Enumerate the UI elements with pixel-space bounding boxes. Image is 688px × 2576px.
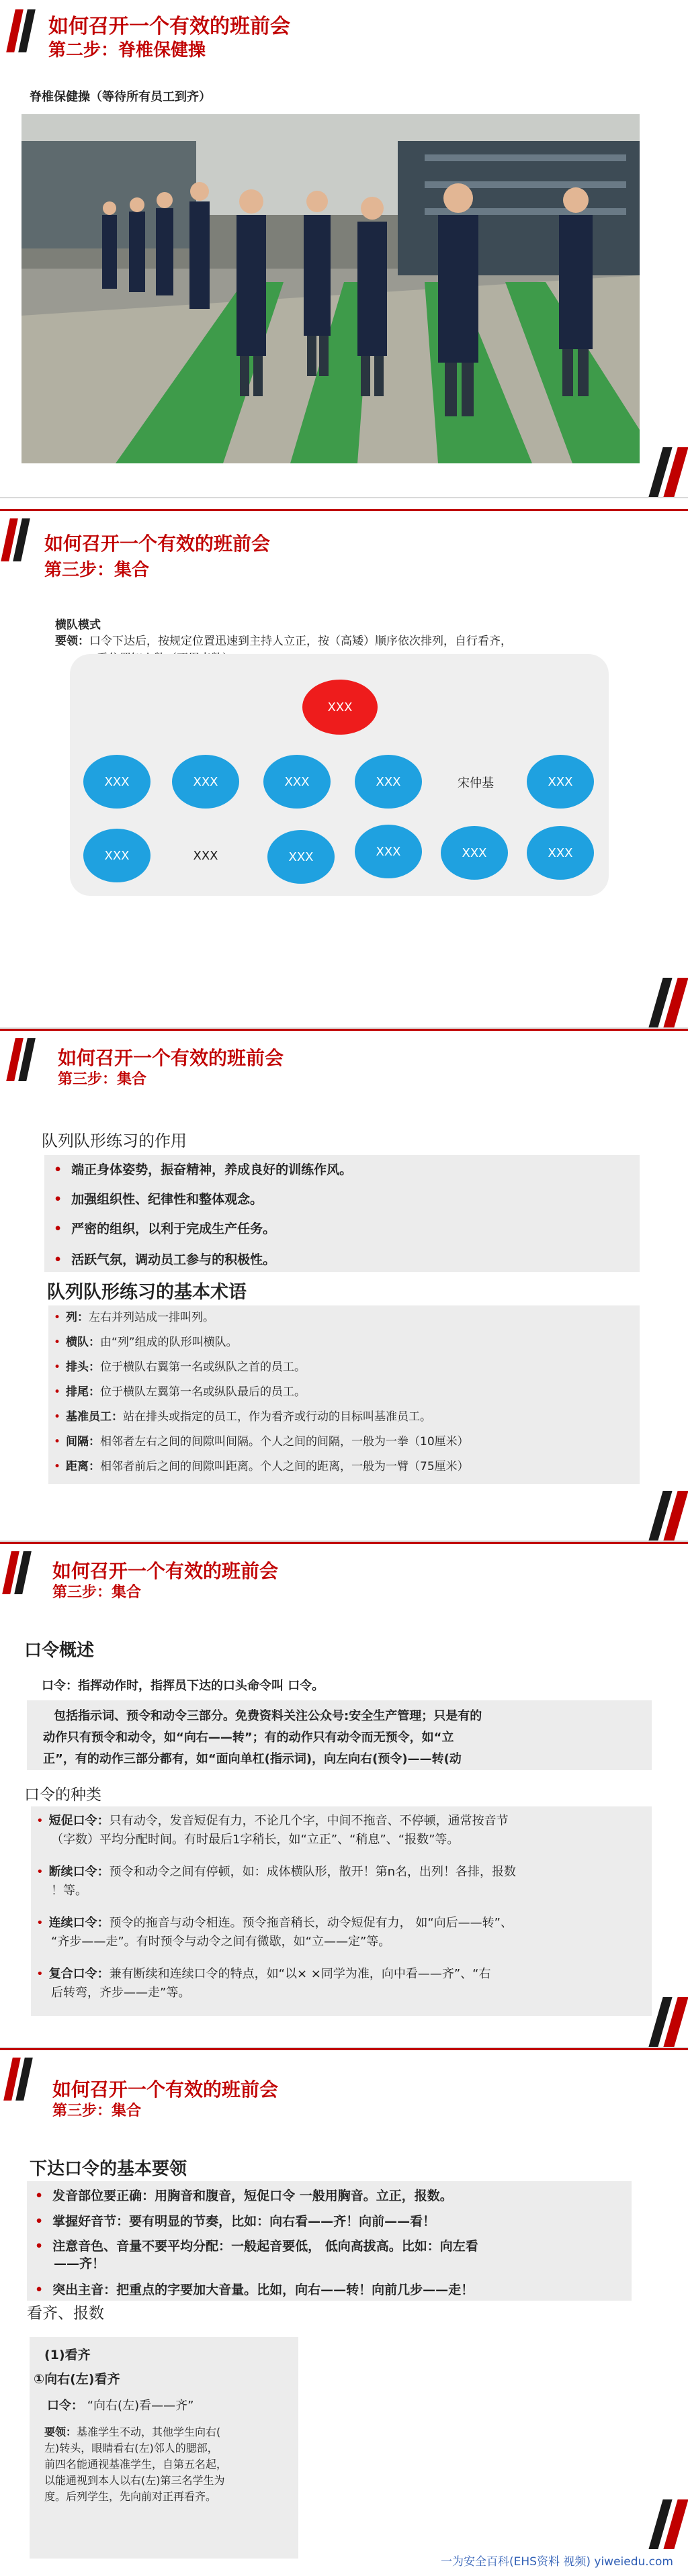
member-oval: XXX (83, 829, 150, 882)
type-key: 连续口令： (48, 1916, 110, 1930)
req-line-1: 口令下达后，按规定位置迅速到主持人立正，按（高矮）顺序依次排列，自行看齐， (89, 635, 512, 648)
term-item: • 横队：由“列”组成的队形叫横队。 (54, 1336, 238, 1349)
term-value: 站在排头或指定的员工，作为看齐或行动的目标叫基准员工。 (123, 1410, 432, 1424)
type-line: 兼有断续和连续口令的特点，如“以× ×同学为准，向中看——齐”、“右 (109, 1967, 491, 1981)
para-line: 动作只有预令和动令，如“向右——转”；有的动作只有动令而无预令，如“立 (43, 1731, 454, 1745)
essentials-line: 以能通视到本人以右(左)第三名学生为 (44, 2474, 225, 2487)
requirement-item: • 注意音色、音量不要平均分配：一般起音要低， 低向高拔高。比如：向左看 ——齐！ (35, 2239, 478, 2271)
term-item: • 排头：位于横队右翼第一名或纵队之首的员工。 (54, 1361, 306, 1374)
slide-subtitle: 第三步：集合 (44, 560, 150, 580)
effect-text: 活跃气氛，调动员工参与的积极性。 (71, 1252, 276, 1267)
effect-item: • 端正身体姿势，振奋精神，养成良好的训练作风。 (54, 1162, 353, 1177)
slide-2 (0, 509, 688, 1029)
type-line: 只有动令，发音短促有力，不论几个字，中间不拖音、不停顿，通常按音节 (109, 1814, 509, 1828)
member-oval: XXX (263, 755, 331, 809)
requirement-text: 注意音色、音量不要平均分配：一般起音要低， 低向高拔高。比如：向左看 (52, 2239, 478, 2254)
slide-title: 如何召开一个有效的班前会 (52, 1560, 279, 1582)
term-key: 距离： (66, 1460, 101, 1473)
slide-top-line (0, 1542, 688, 1544)
type-item: • 连续口令：预令的拖音与动令相连。预令拖音稍长，动令短促有力， 如“向后——转”、 “齐步——走”。有时预令与动令之间有微歇，如“立——定”等。 (36, 1916, 513, 1949)
formation-panel (70, 654, 609, 896)
command-value: “向右(左)看——齐” (87, 2399, 194, 2413)
overview-heading: 口令概述 (24, 1641, 95, 1661)
type-key: 短促口令： (48, 1814, 110, 1828)
member-name: 宋仲基 (458, 776, 494, 790)
effect-item: • 严密的组织，以利于完成生产任务。 (54, 1222, 276, 1236)
slide-title: 如何召开一个有效的班前会 (48, 15, 290, 38)
requirement-item: • 突出主音：把重点的字要加大音量。比如，向右——转！向前几步——走！ (35, 2283, 474, 2297)
term-value: 相邻者前后之间的间隙叫距离。个人之间的距离，一般为一臂（75厘米） (100, 1460, 469, 1473)
term-key: 基准员工： (66, 1410, 124, 1424)
slide-title: 如何召开一个有效的班前会 (52, 2078, 279, 2101)
essentials-line: 前四名能通视基准学生，自第五名起， (44, 2458, 228, 2471)
effect-text: 严密的组织，以利于完成生产任务。 (71, 1222, 276, 1236)
type-key: 复合口令： (48, 1967, 110, 1981)
slide-subtitle: 第三步：集合 (58, 1071, 147, 1088)
slide-top-line (0, 2048, 688, 2050)
corner-decoration (634, 1997, 688, 2047)
definition-line: 口令：指挥动作时，指挥员下达的口头命令叫 口令。 (42, 1679, 325, 1693)
requirement-item: • 发音部位要正确：用胸音和腹音，短促口令 一般用胸音。立正，报数。 (35, 2189, 453, 2203)
types-heading: 口令的种类 (24, 1786, 101, 1804)
slide-top-line (0, 1029, 688, 1031)
req-label: 要领： (55, 635, 89, 648)
type-line: （字数）平均分配时间。有时最后1字稍长，如“立正”、“稍息”、“报数”等。 (51, 1833, 460, 1847)
essentials-line: 左)转头，眼睛看右(左)邻人的腮部， (44, 2442, 218, 2454)
requirement-text: 发音部位要正确：用胸音和腹音，短促口令 一般用胸音。立正，报数。 (52, 2189, 453, 2203)
command-line (47, 2397, 194, 2415)
member-oval: XXX (355, 755, 422, 809)
term-value: 由“列”组成的队形叫横队。 (100, 1336, 238, 1349)
align-h1: (1)看齐 (44, 2348, 91, 2362)
essentials-block (44, 2424, 294, 2505)
photo-caption: 脊椎保健操（等待所有员工到齐） (30, 90, 211, 104)
requirement-text: 掌握好音节：要有明显的节奏，比如：向右看——齐！向前——看！ (52, 2214, 436, 2229)
overview-para (43, 1706, 482, 1770)
essentials-label: 要领： (44, 2426, 77, 2438)
type-line: “齐步——走”。有时预令与动令之间有微歇，如“立——定”等。 (51, 1935, 391, 1949)
type-item: • 复合口令：兼有断续和连续口令的特点，如“以× ×同学为准，向中看——齐”、“右 后转弯，齐步——走”等。 (36, 1967, 491, 2000)
slide-subtitle: 第三步：集合 (52, 1584, 142, 1601)
corner-decoration (634, 2499, 688, 2549)
member-oval: XXX (527, 755, 594, 809)
command-label: 口令： (47, 2399, 83, 2413)
footer-watermark: 一为安全百科(EHS资料 视频) yiweiedu.com (441, 2555, 673, 2569)
member-oval: XXX (441, 826, 508, 880)
term-item: • 基准员工：站在排头或指定的员工，作为看齐或行动的目标叫基准员工。 (54, 1410, 432, 1424)
requirements-heading: 下达口令的基本要领 (30, 2159, 187, 2179)
term-value: 左右并列站成一排叫列。 (89, 1311, 215, 1324)
requirement-item: • 掌握好音节：要有明显的节奏，比如：向右看——齐！向前——看！ (35, 2214, 436, 2229)
type-line: 后转弯，齐步——走”等。 (51, 1986, 191, 2000)
term-value: 相邻者左右之间的间隙叫间隔。个人之间的间隔，一般为一拳（10厘米） (100, 1435, 469, 1448)
effect-text: 加强组织性、纪律性和整体观念。 (71, 1192, 263, 1207)
factory-exercise-photo (22, 114, 640, 463)
term-key: 列： (66, 1311, 89, 1324)
type-line: 预令的拖音与动令相连。预令拖音稍长，动令短促有力， 如“向后——转”、 (109, 1916, 513, 1930)
slide-4 (0, 1542, 688, 2048)
term-key: 横队： (66, 1336, 101, 1349)
slide-subtitle: 第二步：脊椎保健操 (48, 40, 206, 60)
term-value: 位于横队右翼第一名或纵队之首的员工。 (100, 1361, 306, 1374)
member-oval: XXX (83, 755, 150, 809)
term-item: • 间隔：相邻者左右之间的间隙叫间隔。个人之间的间隔，一般为一拳（10厘米） (54, 1435, 469, 1448)
essentials-line: 度。后列学生，先向前对正再看齐。 (44, 2490, 217, 2503)
para-line: 正”，有的动作三部分都有，如“面向单杠(指示词)，向左向右(预令)——转(动 (43, 1752, 462, 1766)
type-key: 断续口令： (48, 1865, 110, 1879)
align-heading: 看齐、报数 (27, 2305, 104, 2322)
term-value: 位于横队左翼第一名或纵队最后的员工。 (100, 1385, 306, 1399)
member-oval: XXX (267, 830, 335, 884)
term-key: 间隔： (66, 1435, 101, 1448)
member-oval: XXX (172, 755, 239, 809)
align-h2: ①向右(左)看齐 (34, 2372, 120, 2387)
type-line: 预令和动令之间有停顿，如：成体横队形，散开！第n名，出列！各排，报数 (109, 1865, 517, 1879)
term-item: • 列：左右并列站成一排叫列。 (54, 1311, 215, 1324)
slide-title: 如何召开一个有效的班前会 (44, 533, 271, 555)
term-item: • 距离：相邻者前后之间的间隙叫距离。个人之间的距离，一般为一臂（75厘米） (54, 1460, 469, 1473)
type-item: • 短促口令：只有动令，发音短促有力，不论几个字，中间不拖音、不停顿，通常按音节 （字数）平均分配时间。有时最后1字稍长，如“立正”、“稍息”、“报数”等。 (36, 1814, 509, 1847)
member-oval: XXX (527, 826, 594, 880)
para-line: 包括指示词、预令和动令三部分。免费资料关注公众号:安全生产管理；只是有的 (54, 1709, 482, 1723)
corner-decoration (634, 447, 688, 497)
slide-1 (0, 0, 688, 498)
effect-item: • 活跃气氛，调动员工参与的积极性。 (54, 1252, 276, 1267)
mode-label: 横队模式 (55, 618, 101, 632)
slide-3 (0, 1029, 688, 1542)
type-item: • 断续口令：预令和动令之间有停顿，如：成体横队形，散开！第n名，出列！各排，报数 ！等。 (36, 1865, 517, 1898)
type-line: ！等。 (51, 1884, 87, 1898)
member-oval: XXX (355, 825, 422, 878)
essentials-line: 基准学生不动，其他学生向右( (77, 2426, 221, 2438)
effect-text: 端正身体姿势，振奋精神，养成良好的训练作风。 (71, 1162, 353, 1177)
corner-decoration (634, 1491, 688, 1540)
terms-heading: 队列队形练习的基本术语 (47, 1282, 247, 1303)
slide-subtitle: 第三步：集合 (52, 2103, 142, 2119)
slide-title: 如何召开一个有效的班前会 (58, 1047, 284, 1069)
requirement-text: ——齐！ (54, 2256, 105, 2271)
slide-top-line (0, 509, 688, 511)
term-key: 排尾： (66, 1385, 101, 1399)
member-name: XXX (193, 849, 218, 863)
corner-decoration (634, 978, 688, 1027)
term-key: 排头： (66, 1361, 101, 1374)
term-item: • 排尾：位于横队左翼第一名或纵队最后的员工。 (54, 1385, 306, 1399)
requirement-text: 突出主音：把重点的字要加大音量。比如，向右——转！向前几步——走！ (52, 2283, 474, 2297)
slide-5 (0, 2048, 688, 2576)
effect-heading: 队列队形练习的作用 (42, 1132, 187, 1150)
effect-item: • 加强组织性、纪律性和整体观念。 (54, 1192, 263, 1207)
leader-oval: XXX (302, 680, 378, 735)
